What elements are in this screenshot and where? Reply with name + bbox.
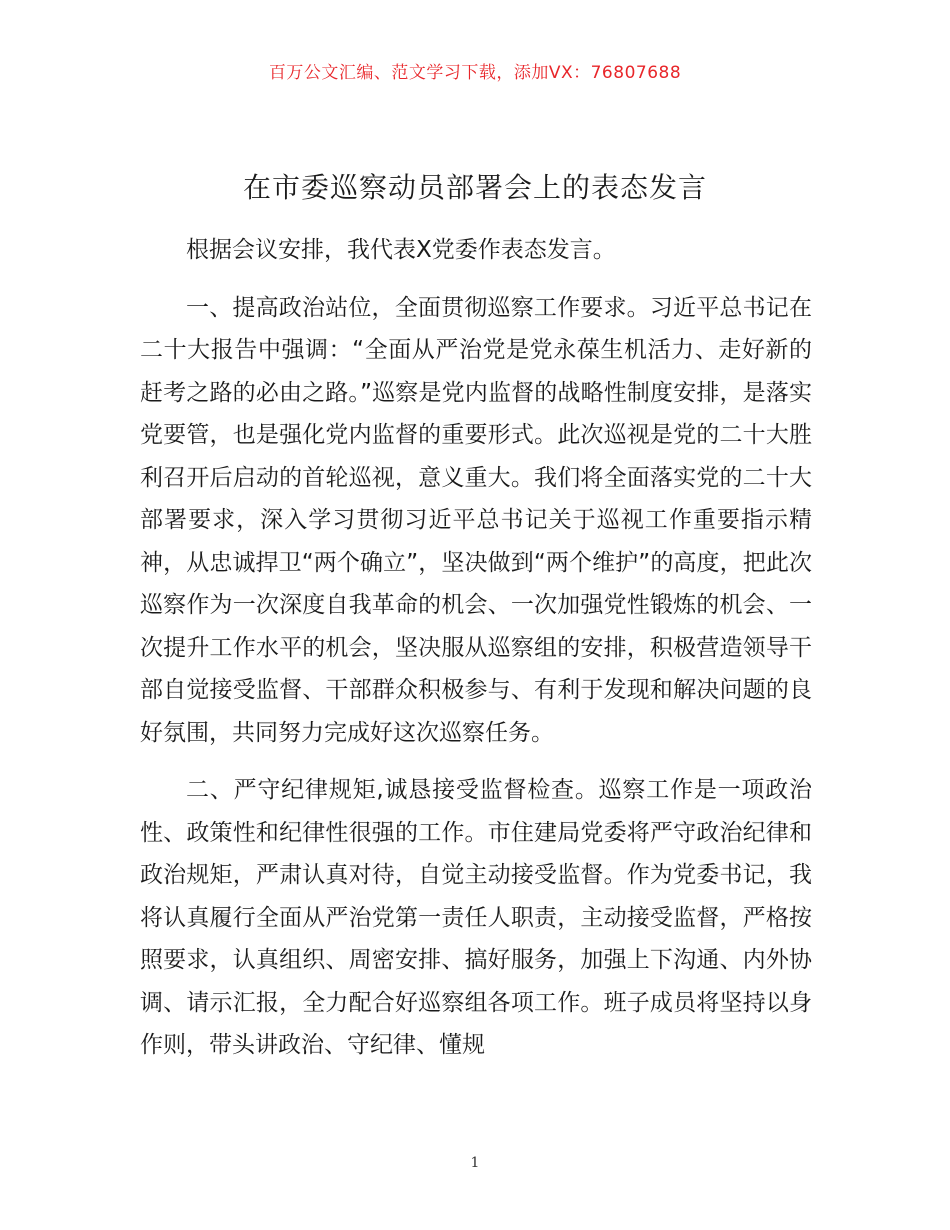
- paragraph-intro: 根据会议安排，我代表X党委作表态发言。: [186, 237, 616, 263]
- document-body: [140, 229, 812, 1067]
- page-number: 1: [470, 1155, 480, 1171]
- document-title: 在市委巡察动员部署会上的表态发言: [242, 171, 707, 204]
- paragraph-section-two: 二、严守纪律规矩,诚恳接受监督检查。巡察工作是一项政治性、政策性和纪律性很强的工作。市住建局党委将严守政治纪律和政治规矩，严肃认真对待，自觉主动接受监督。作为党委书记，我将认真履行全面从严治党第一责任人职责，主动接受监督，严格按照要求，认真组织、周密安排、搞好服务，加强上下沟通、内外协调、请示汇报，全力配合好巡察组各项工作。班子成员将坚持以身作则，带头讲政治、守纪律、懂规: [140, 777, 812, 1058]
- paragraph-section-one: 一、提高政治站位，全面贯彻巡察工作要求。习近平总书记在二十大报告中强调：“全面从严治党是党永葆生机活力、走好新的赶考之路的必由之路。”巡察是党内监督的战略性制度安排，是落实党要管，也是强化党内监督的重要形式。此次巡视是党的二十大胜利召开后启动的首轮巡视，意义重大。我们将全面落实党的二十大部署要求，深入学习贯彻习近平总书记关于巡视工作重要指示精神，从忠诚捍卫“两个确立”，坚决做到“两个维护”的高度，把此次巡察作为一次深度自我革命的机会、一次加强党性锻炼的机会、一次提升工作水平的机会，坚决服从巡察组的安排，积极营造领导干部自觉接受监督、干部群众积极参与、有利于发现和解决问题的良好氛围，共同努力完成好这次巡察任务。: [140, 294, 812, 746]
- watermark-header: 百万公文汇编、范文学习下载，添加VX：76807688: [268, 63, 682, 83]
